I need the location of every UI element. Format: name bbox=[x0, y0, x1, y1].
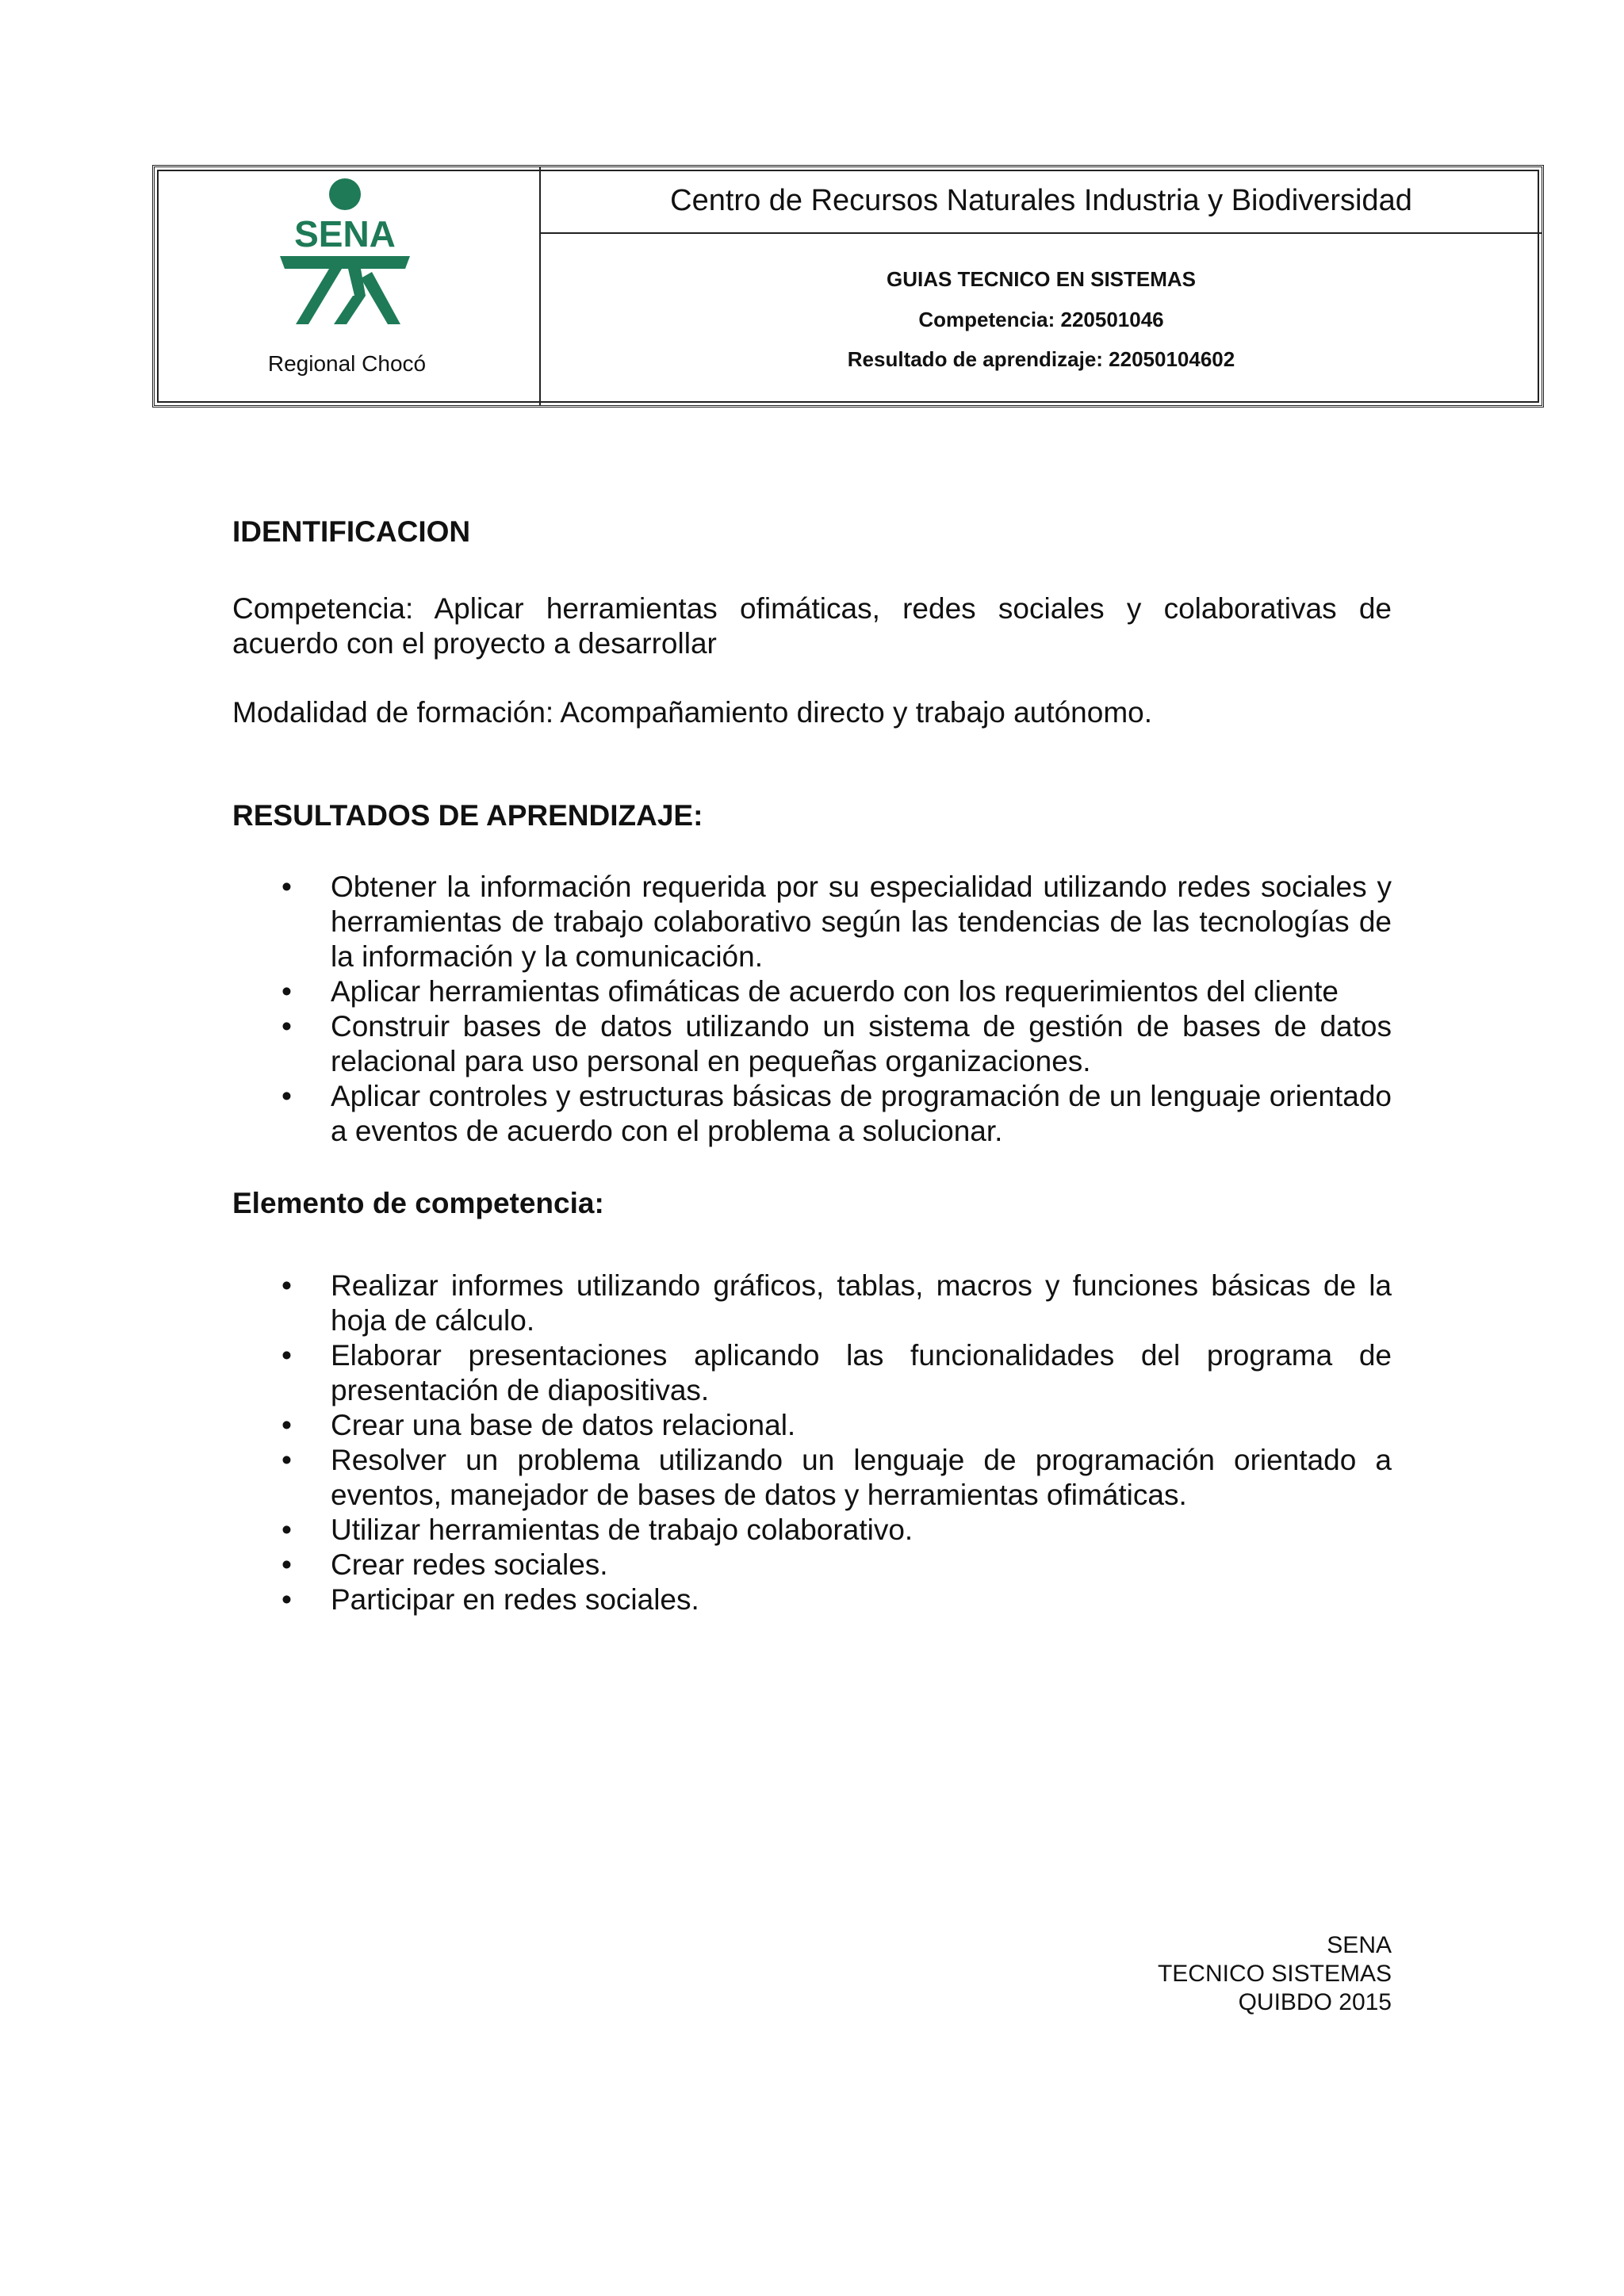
competencia-code: Competencia: 220501046 bbox=[918, 308, 1164, 331]
bullet-icon: • bbox=[282, 1010, 292, 1043]
bullet-icon: • bbox=[282, 1339, 292, 1372]
logo-text: SENA bbox=[294, 213, 396, 254]
footer-line-2: TECNICO SISTEMAS bbox=[1157, 1961, 1392, 1987]
regional-label: Regional Chocó bbox=[267, 351, 427, 376]
list-item: • Aplicar herramientas ofimáticas de acuerdo con los requerimientos del cliente bbox=[282, 975, 1339, 1008]
identificacion-heading: IDENTIFICACION bbox=[232, 515, 471, 548]
bullet-icon: • bbox=[282, 1080, 292, 1112]
footer-line-3: QUIBDO 2015 bbox=[1238, 1989, 1392, 2015]
list-item: • Aplicar controles y estructuras básicas de programación de un lenguaje orientado a eventos de acuerdo con el problema a solucionar. bbox=[282, 1080, 1392, 1147]
modalidad-block bbox=[232, 695, 1392, 730]
elemento-list bbox=[232, 1269, 1392, 1617]
resultados-heading: RESULTADOS DE APRENDIZAJE: bbox=[232, 799, 703, 832]
resultado-code: Resultado de aprendizaje: 22050104602 bbox=[847, 347, 1235, 371]
list-item: • Crear redes sociales. bbox=[282, 1548, 608, 1581]
sena-logo bbox=[274, 177, 416, 327]
header-info-cell bbox=[541, 167, 1542, 405]
identificacion-section bbox=[232, 515, 1392, 549]
footer-line-1: SENA bbox=[1327, 1932, 1392, 1958]
list-item: • Utilizar herramientas de trabajo colaborativo. bbox=[282, 1513, 914, 1546]
bullet-icon: • bbox=[282, 871, 292, 903]
competencia-block bbox=[232, 591, 1392, 661]
elemento-heading: Elemento de competencia: bbox=[232, 1187, 604, 1219]
guide-title: GUIAS TECNICO EN SISTEMAS bbox=[886, 267, 1197, 291]
bullet-icon: • bbox=[282, 1409, 292, 1441]
bullet-icon: • bbox=[282, 1269, 292, 1302]
header-table bbox=[152, 165, 1544, 408]
list-item: • Construir bases de datos utilizando un sistema de gestión de bases de datos relacional para uso personal en pequeñas organizaciones. bbox=[282, 1010, 1392, 1077]
resultados-list-block bbox=[232, 870, 1392, 1149]
bullet-icon: • bbox=[282, 1583, 292, 1616]
bullet-icon: • bbox=[282, 1444, 292, 1476]
elemento-list-block bbox=[232, 1269, 1392, 1617]
resultados-section bbox=[232, 799, 1392, 832]
bullet-icon: • bbox=[282, 1513, 292, 1546]
list-item: • Obtener la información requerida por su especialidad utilizando redes sociales y herramientas de trabajo colaborativo según las tendencias de las tecnologías de la información y la comunicación. bbox=[282, 871, 1392, 973]
list-item: • Participar en redes sociales. bbox=[282, 1583, 699, 1616]
list-item: • Realizar informes utilizando gráficos, tablas, macros y funciones básicas de la hoja de cálculo. bbox=[282, 1269, 1392, 1337]
list-item: • Resolver un problema utilizando un lenguaje de programación orientado a eventos, manejador de bases de datos y herramientas ofimáticas. bbox=[282, 1444, 1392, 1511]
resultados-list bbox=[232, 870, 1392, 1149]
modalidad-text: Modalidad de formación: Acompañamiento directo y trabajo autónomo. bbox=[232, 696, 1153, 729]
elemento-section bbox=[232, 1187, 1392, 1220]
center-name: Centro de Recursos Naturales Industria y Biodiversidad bbox=[541, 167, 1542, 234]
list-item: • Crear una base de datos relacional. bbox=[282, 1409, 796, 1441]
bullet-icon: • bbox=[282, 1548, 292, 1581]
list-item: • Elaborar presentaciones aplicando las funcionalidades del programa de presentación de diapositivas. bbox=[282, 1339, 1392, 1406]
bullet-icon: • bbox=[282, 975, 292, 1008]
competencia-text: Competencia: Aplicar herramientas ofimáticas, redes sociales y colaborativas de acuerdo con el proyecto a desarrollar bbox=[232, 592, 1392, 660]
footer-block bbox=[1158, 1931, 1392, 2017]
header-logo-cell bbox=[155, 167, 541, 405]
